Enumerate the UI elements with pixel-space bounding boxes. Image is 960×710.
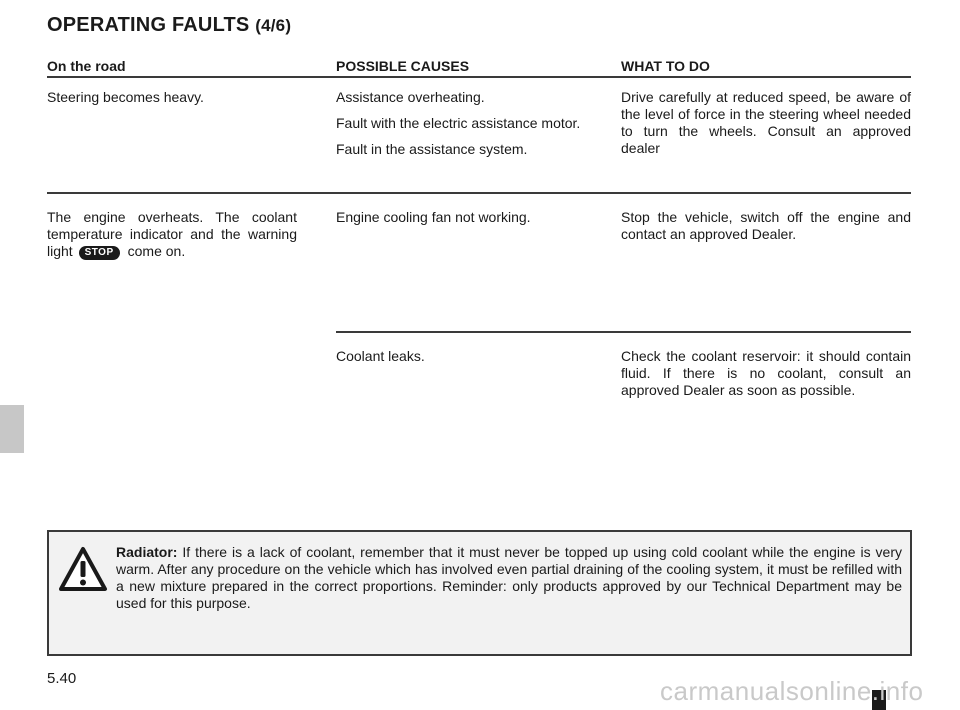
row1-cause-1: Assistance overheating. <box>336 89 485 105</box>
row1-action: Drive carefully at reduced speed, be aware of the level of force in the steering wheel needed to turn the wheels. Consult an approved dealer <box>621 89 911 156</box>
section-tab <box>0 405 24 453</box>
warning-triangle-icon <box>58 545 108 595</box>
row1-rule <box>47 192 911 194</box>
row2-cause-b: Coolant leaks. <box>336 348 425 364</box>
row1-condition: Steering becomes heavy. <box>47 89 204 105</box>
warning-text <box>116 544 902 612</box>
row2-sub-rule <box>336 331 911 333</box>
warning-lead: Radiator: <box>116 544 178 560</box>
watermark: carmanualsonline.info <box>660 676 924 706</box>
header-what-to-do: WHAT TO DO <box>621 58 710 74</box>
warning-body: If there is a lack of coolant, remember that it must never be topped up using cold coolant while the engine is very warm. After any procedure on the vehicle which has involved even partial draining of the cooling system, it must be refilled with a new mixture prepared in the correct proportions. Reminder: only products approved by our Technical Department may be used for this purpose. <box>116 544 903 611</box>
page-title-part: (4/6) <box>255 16 292 35</box>
header-rule <box>47 76 911 78</box>
row2-action-a: Stop the vehicle, switch off the engine and contact an approved Dealer. <box>621 209 911 242</box>
stop-warning-light-icon: STOP <box>79 246 120 260</box>
row2-action-b: Check the coolant reservoir: it should contain fluid. If there is no coolant, consult an approved Dealer as soon as possible. <box>621 348 911 398</box>
row2-condition <box>47 209 297 260</box>
radiator-warning-box <box>47 530 912 656</box>
row1-cause-3: Fault in the assistance system. <box>336 141 528 157</box>
row2-condition-end: come on. <box>127 243 186 259</box>
page-number: 5.40 <box>47 670 77 687</box>
row2-condition-text: The engine overheats. The coolant temperature indicator and the warning light <box>47 209 297 259</box>
page-title-text: OPERATING FAULTS <box>47 14 250 36</box>
page-title <box>47 14 291 37</box>
row1-causes <box>336 89 586 158</box>
row2-cause-a: Engine cooling fan not working. <box>336 209 531 225</box>
header-possible-causes: POSSIBLE CAUSES <box>336 58 470 74</box>
row1-cause-2: Fault with the electric assistance motor. <box>336 115 581 131</box>
header-on-the-road: On the road <box>47 58 126 74</box>
